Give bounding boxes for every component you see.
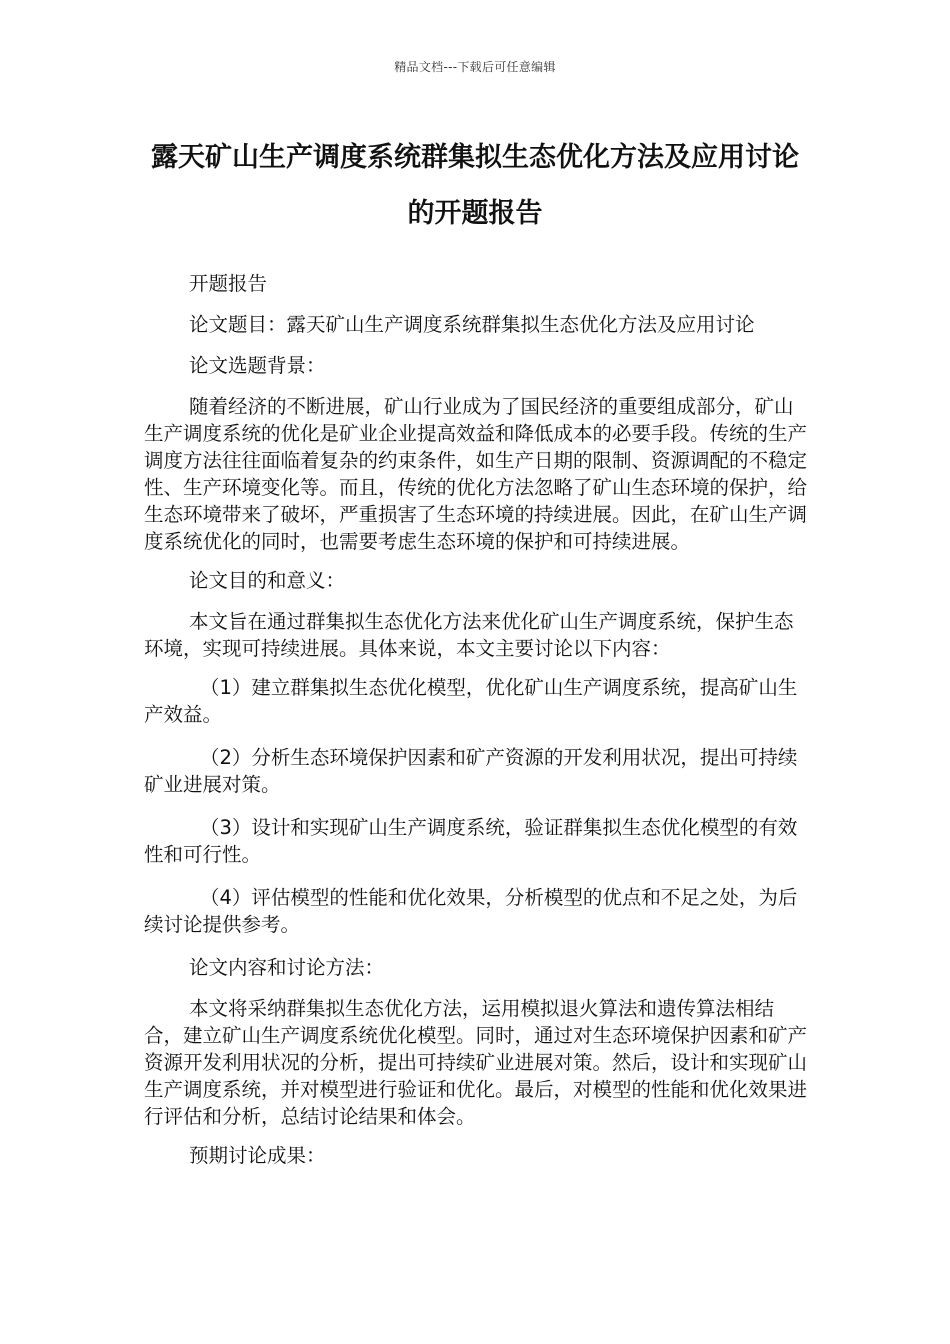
paragraph-methods: 本文将采纳群集拟生态优化方法，运用模拟退火算法和遗传算法相结合，建立矿山生产调度系统优化模型。同时，通过对生态环境保护因素和矿产资源开发利用状况的分析，提出可持续矿业进展对策。然后，设计和实现矿山生产调度系统，并对模型进行验证和优化。最后，对模型的性能和优化效果进行评估和分析，总结讨论结果和体会。	[144, 997, 808, 1128]
document-body	[144, 270, 808, 1183]
section-heading-methods: 论文内容和讨论方法：	[189, 956, 385, 979]
list-item-3: （3）设计和实现矿山生产调度系统，验证群集拟生态优化模型的有效性和可行性。	[144, 816, 798, 866]
list-item-1: （1）建立群集拟生态优化模型，优化矿山生产调度系统，提高矿山生产效益。	[144, 676, 798, 726]
document-title: 露天矿山生产调度系统群集拟生态优化方法及应用讨论的开题报告	[151, 142, 799, 229]
thesis-topic-line: 论文题目：露天矿山生产调度系统群集拟生态优化方法及应用讨论	[189, 313, 755, 336]
section-heading-purpose: 论文目的和意义：	[189, 569, 346, 592]
section-heading-background: 论文选题背景：	[189, 354, 326, 377]
header-note: 精品文档---下载后可任意编辑	[394, 60, 556, 74]
section-heading-expected-results: 预期讨论成果：	[189, 1144, 326, 1167]
list-item-2: （2）分析生态环境保护因素和矿产资源的开发利用状况，提出可持续矿业进展对策。	[144, 746, 798, 796]
section-label-report: 开题报告	[189, 272, 268, 295]
paragraph-background: 随着经济的不断进展，矿山行业成为了国民经济的重要组成部分，矿山生产调度系统的优化是矿业企业提高效益和降低成本的必要手段。传统的生产调度方法往往面临着复杂的约束条件，如生产日期的限制、资源调配的不稳定性、生产环境变化等。而且，传统的优化方法忽略了矿山生态环境的保护，给生态环境带来了破坏，严重损害了生态环境的持续进展。因此，在矿山生产调度系统优化的同时，也需要考虑生态环境的保护和可持续进展。	[144, 395, 808, 553]
list-item-4: （4）评估模型的性能和优化效果，分析模型的优点和不足之处，为后续讨论提供参考。	[144, 886, 798, 936]
paragraph-purpose: 本文旨在通过群集拟生态优化方法来优化矿山生产调度系统，保护生态环境，实现可持续进展。具体来说，本文主要讨论以下内容：	[144, 610, 794, 660]
